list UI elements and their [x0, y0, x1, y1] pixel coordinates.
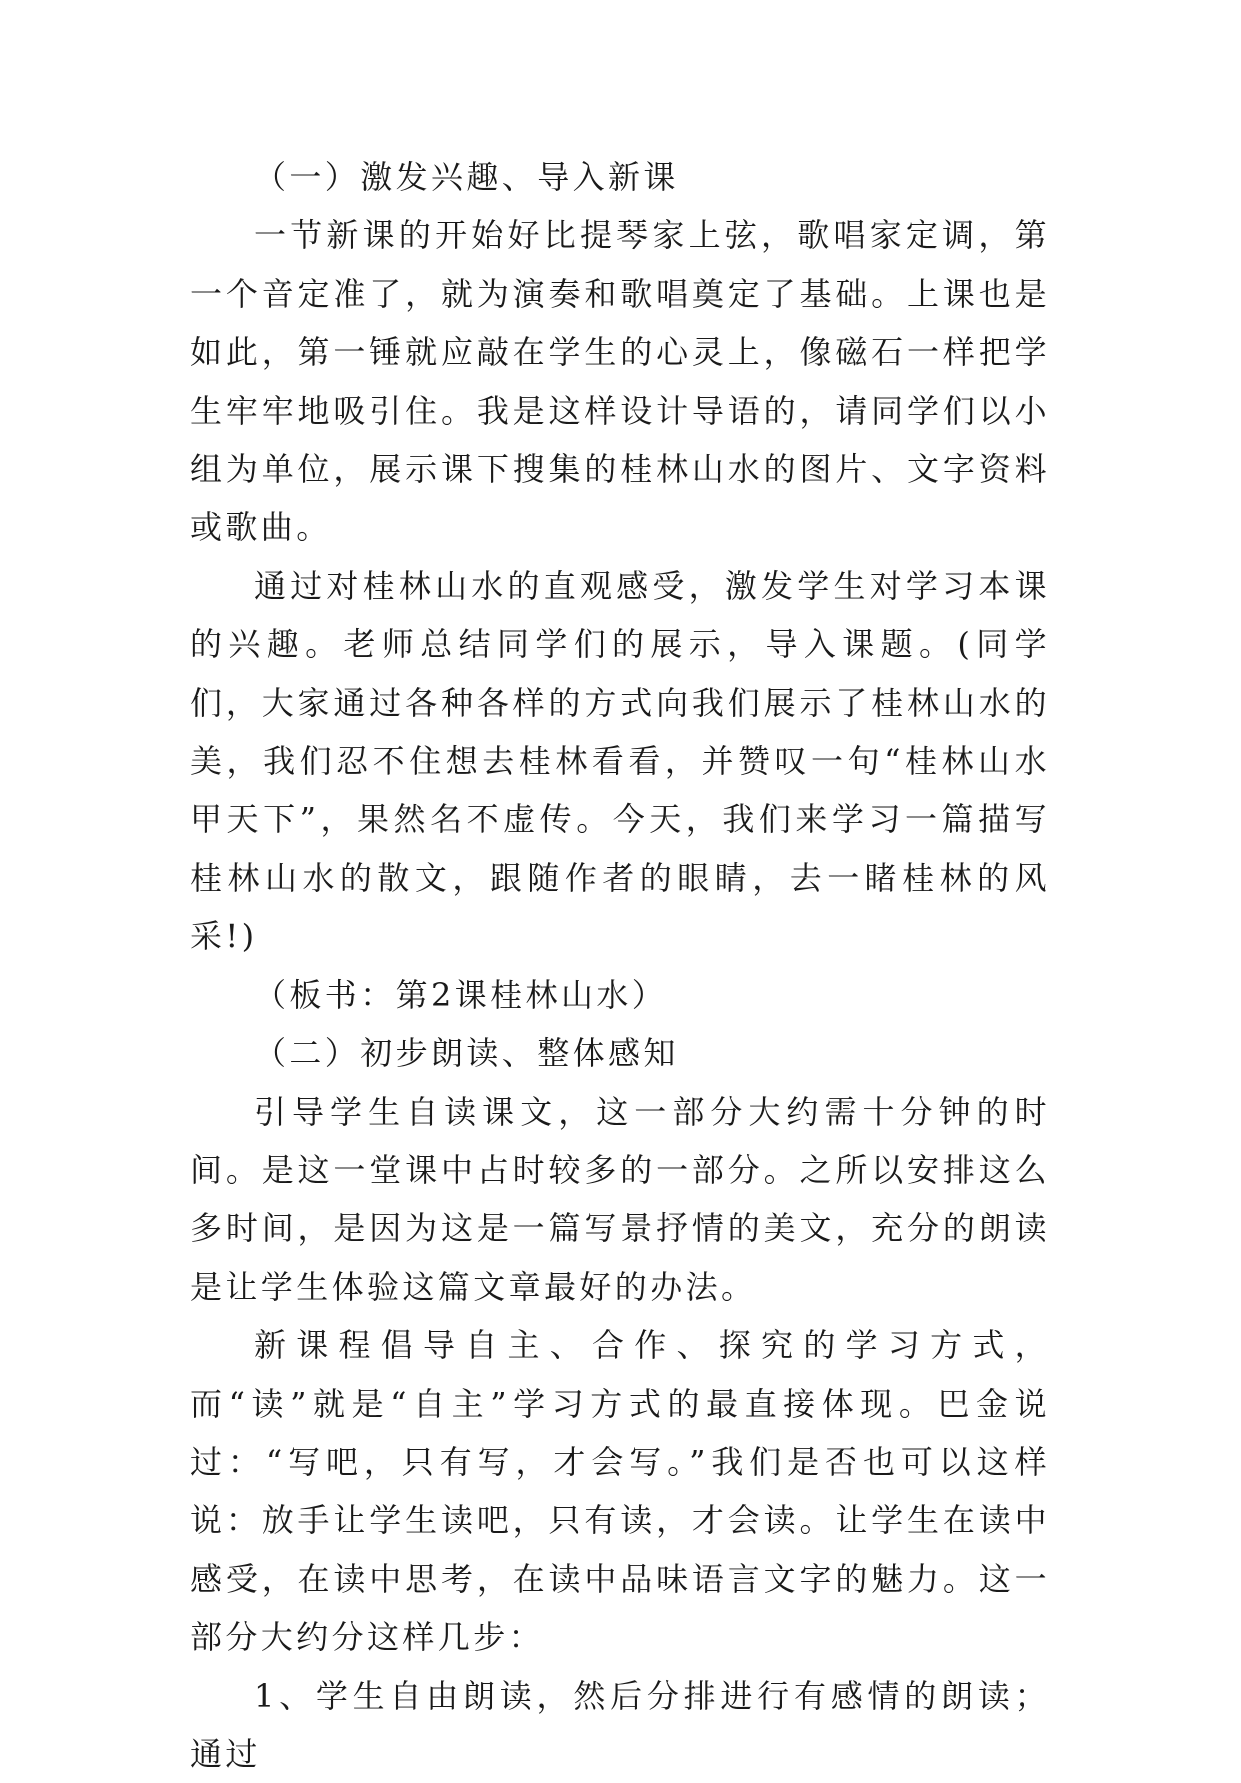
- paragraph-step-1: 1、学生自由朗读，然后分排进行有感情的朗读；通过: [190, 1676, 1050, 1773]
- paragraph-reading: 引导学生自读课文，这一部分大约需十分钟的时间。是这一堂课中占时较多的一部分。之所以安排这么多时间，是因为这是一篇写景抒情的美文，充分的朗读是让学生体验这篇文章最好的办法。: [190, 1092, 1050, 1306]
- paragraph-method: 新课程倡导自主、合作、探究的学习方式，而“读”就是“自主”学习方式的最直接体现。巴金说过：“写吧，只有写，才会写。”我们是否也可以这样说：放手让学生读吧，只有读，才会读。让学生在读中感受，在读中思考，在读中品味语言文字的魅力。这一部分大约分这样几步：: [190, 1326, 1050, 1657]
- paragraph-intro: 一节新课的开始好比提琴家上弦，歌唱家定调，第一个音定准了，就为演奏和歌唱奠定了基础。上课也是如此，第一锤就应敲在学生的心灵上，像磁石一样把学生牢牢地吸引住。我是这样设计导语的，请同学们以小组为单位，展示课下搜集的桂林山水的图片、文字资料或歌曲。: [190, 216, 1050, 547]
- paragraph-topic: 通过对桂林山水的直观感受，激发学生对学习本课的兴趣。老师总结同学们的展示，导入课题。(同学们，大家通过各种各样的方式向我们展示了桂林山水的美，我们忍不住想去桂林看看，并赞叹一句“桂林山水甲天下”，果然名不虚传。今天，我们来学习一篇描写桂林山水的散文，跟随作者的眼睛，去一睹桂林的风采!): [190, 566, 1050, 956]
- board-note: （板书：第2课桂林山水）: [254, 975, 668, 1014]
- section-heading-1: （一）激发兴趣、导入新课: [254, 158, 679, 196]
- document-body: [190, 148, 1050, 1783]
- section-heading-2: （二）初步朗读、整体感知: [254, 1034, 679, 1073]
